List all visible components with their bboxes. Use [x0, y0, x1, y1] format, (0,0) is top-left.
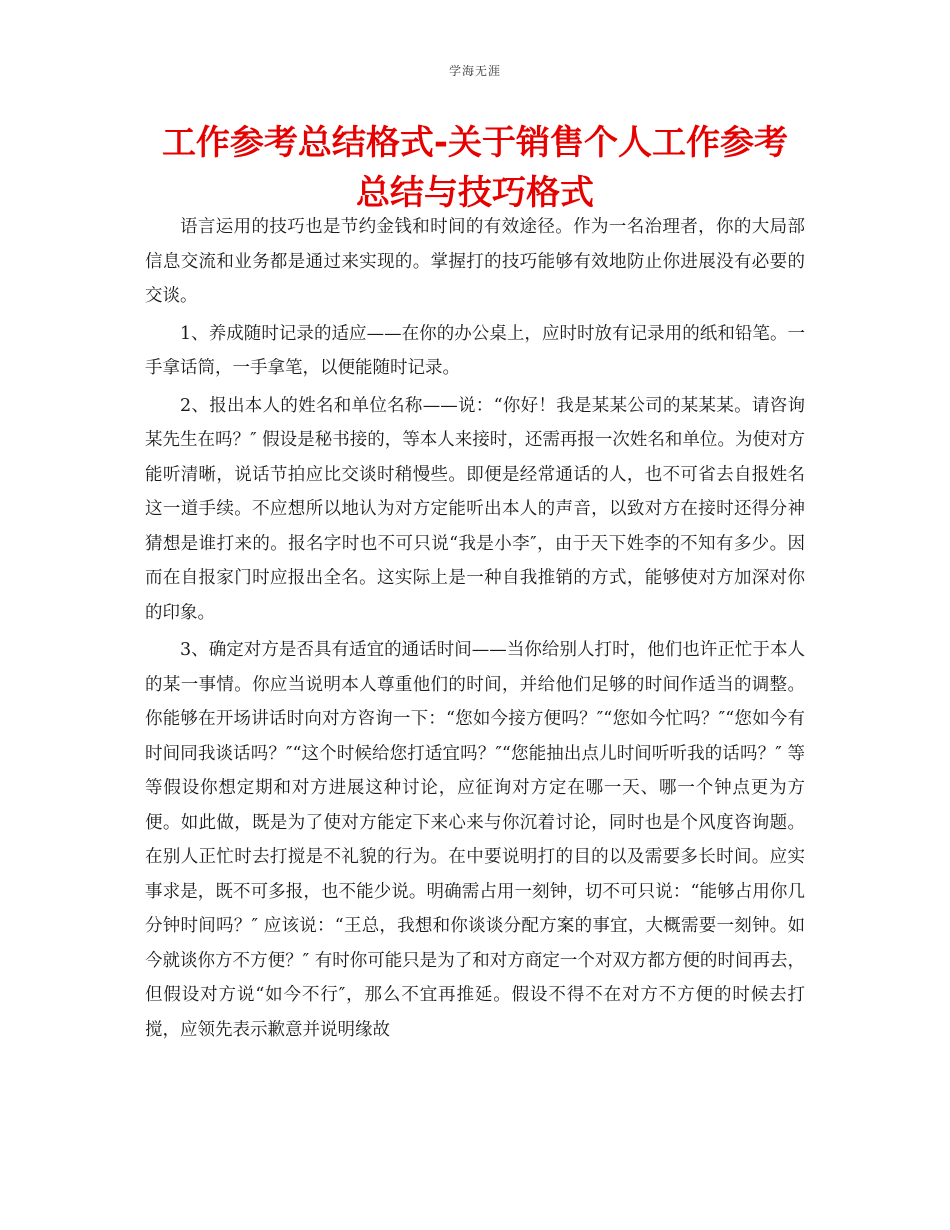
paragraph-tip-2: 2、报出本人的姓名和单位名称——说：“你好！我是某某公司的某某某。请咨询某先生在吗？″ 假设是秘书接的，等本人来接时，还需再报一次姓名和单位。为使对方能听清晰，说话节拍应比交谈时稍慢些。即便是经常通话的人，也不可省去自报姓名这一道手续。不应想所以地认为对方定能听出本人的声音，以致对方在接时还得分神猜想是谁打来的。报名字时也不可只说“我是小李″，由于天下姓李的不知有多少。因而在自报家门时应报出全名。这实际上是一种自我推销的方式，能够使对方加深对你的印象。 — [145, 395, 805, 623]
page-header: 学海无涯 — [448, 64, 501, 78]
document-body — [145, 210, 805, 1050]
paragraph-intro: 语言运用的技巧也是节约金钱和时间的有效途径。作为一名治理者，你的大局部信息交流和业务都是通过来实现的。掌握打的技巧能够有效地防止你进展没有必要的交谈。 — [145, 217, 805, 306]
paragraph-tip-3: 3、确定对方是否具有适宜的通话时间——当你给别人打时，他们也许正忙于本人的某一事情。你应当说明本人尊重他们的时间，并给他们足够的时间作适当的调整。你能够在开场讲话时向对方咨询一下：“您如今接方便吗？″“您如今忙吗？″“您如今有时间同我谈话吗？″“这个时候给您打适宜吗？″“您能抽出点儿时间听听我的话吗？″ 等等假设你想定期和对方进展这种讨论，应征询对方定在哪一天、哪一个钟点更为方便。如此做，既是为了使对方能定下来心来与你沉着讨论，同时也是个风度咨询题。在别人正忙时去打搅是不礼貌的行为。在中要说明打的目的以及需要多长时间。应实事求是，既不可多报，也不能少说。明确需占用一刻钟，切不可只说：“能够占用你几分钟时间吗？″ 应该说：“王总，我想和你谈谈分配方案的事宜，大概需要一刻钟。如今就谈你方不方便？″ 有时你可能只是为了和对方商定一个对双方都方便的时间再去，但假设对方说“如今不行″，那么不宜再推延。假设不得不在对方不方便的时候去打搅，应领先表示歉意并说明缘故 — [145, 640, 805, 1040]
paragraph-tip-1: 1、养成随时记录的适应——在你的办公桌上，应时时放有记录用的纸和铅笔。一手拿话筒，一手拿笔，以便能随时记录。 — [145, 323, 805, 378]
document-title: 工作参考总结格式-关于销售个人工作参考总结与技巧格式 — [161, 123, 789, 213]
